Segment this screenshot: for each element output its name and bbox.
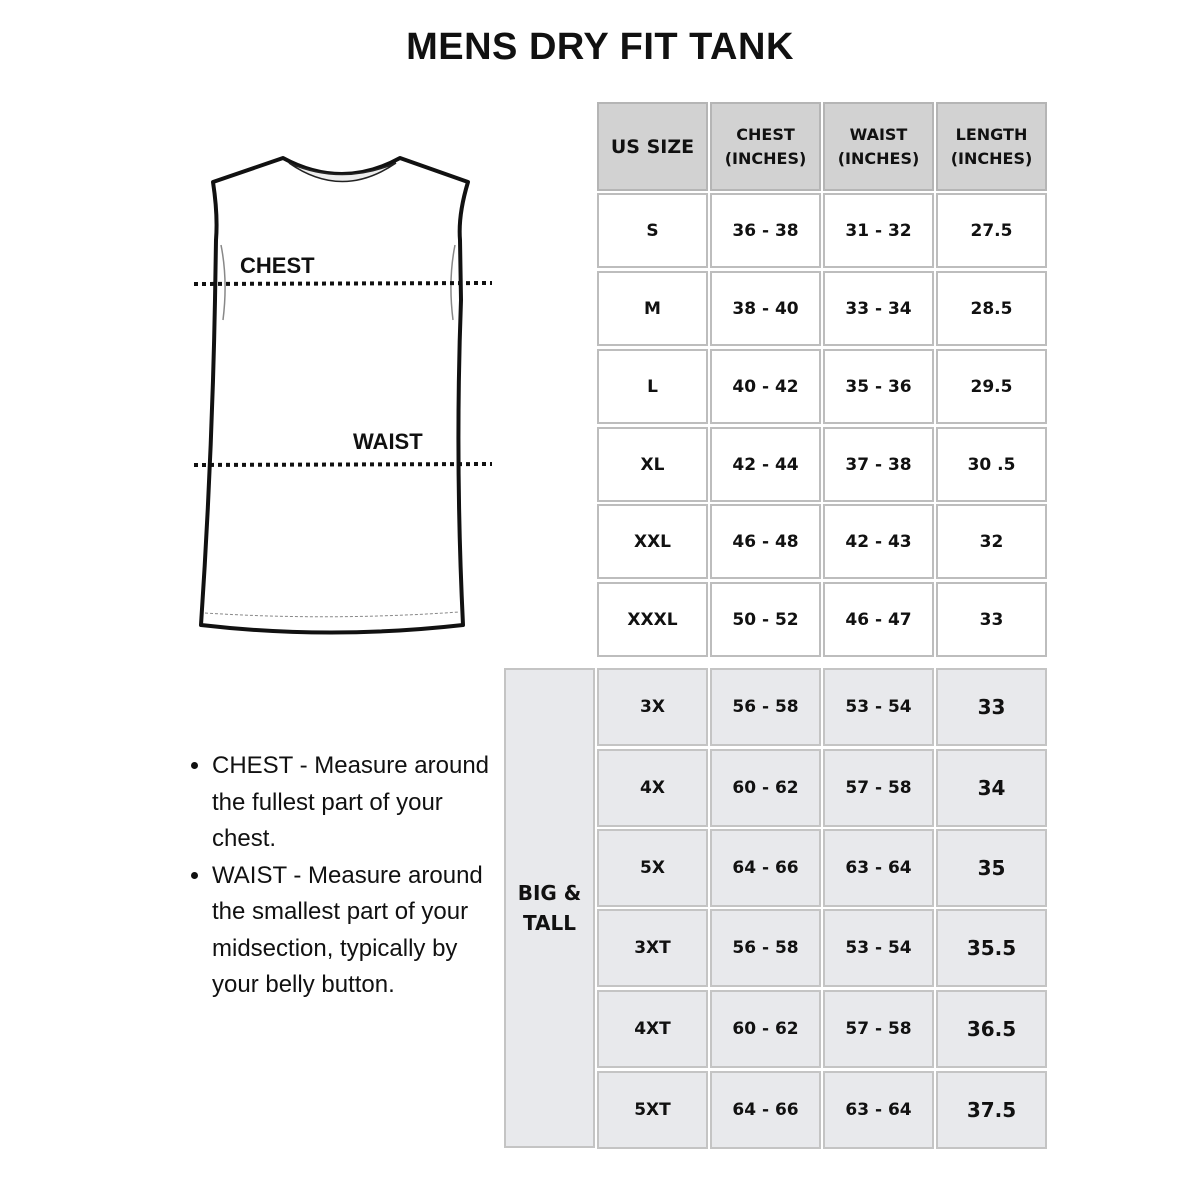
cell-chest: 42 - 44 bbox=[710, 427, 821, 502]
measurement-notes bbox=[186, 748, 502, 1004]
bt-cell-size: 3X bbox=[597, 668, 708, 746]
header-length: LENGTH (INCHES) bbox=[936, 102, 1047, 191]
note-chest: • CHEST - Measure around the fullest part of your chest. bbox=[212, 748, 502, 858]
big-tall-label: BIG & TALL bbox=[504, 668, 595, 1148]
bt-cell-waist: 53 - 54 bbox=[823, 909, 934, 987]
cell-waist: 33 - 34 bbox=[823, 271, 934, 346]
bt-cell-size: 5X bbox=[597, 829, 708, 907]
bt-cell-chest: 60 - 62 bbox=[710, 749, 821, 827]
bt-cell-waist: 53 - 54 bbox=[823, 668, 934, 746]
cell-size: M bbox=[597, 271, 708, 346]
bt-cell-length: 33 bbox=[936, 668, 1047, 746]
cell-chest: 36 - 38 bbox=[710, 193, 821, 268]
header-chest: CHEST (INCHES) bbox=[710, 102, 821, 191]
bt-cell-length: 37.5 bbox=[936, 1071, 1047, 1149]
header-waist: WAIST (INCHES) bbox=[823, 102, 934, 191]
cell-length: 30 .5 bbox=[936, 427, 1047, 502]
cell-size: L bbox=[597, 349, 708, 424]
tank-top-diagram bbox=[0, 0, 520, 660]
bt-cell-size: 3XT bbox=[597, 909, 708, 987]
cell-size: S bbox=[597, 193, 708, 268]
page-title: MENS DRY FIT TANK bbox=[406, 26, 794, 68]
cell-length: 33 bbox=[936, 582, 1047, 657]
cell-size: XXXL bbox=[597, 582, 708, 657]
note-waist: • WAIST - Measure around the smallest part of your midsection, typically by your belly button. bbox=[212, 858, 502, 1004]
bt-cell-chest: 64 - 66 bbox=[710, 829, 821, 907]
bt-cell-length: 35 bbox=[936, 829, 1047, 907]
bt-cell-size: 4X bbox=[597, 749, 708, 827]
cell-length: 29.5 bbox=[936, 349, 1047, 424]
cell-chest: 46 - 48 bbox=[710, 504, 821, 579]
cell-waist: 46 - 47 bbox=[823, 582, 934, 657]
bt-cell-size: 4XT bbox=[597, 990, 708, 1068]
bt-cell-waist: 63 - 64 bbox=[823, 1071, 934, 1149]
cell-waist: 42 - 43 bbox=[823, 504, 934, 579]
cell-chest: 50 - 52 bbox=[710, 582, 821, 657]
cell-length: 27.5 bbox=[936, 193, 1047, 268]
bt-cell-size: 5XT bbox=[597, 1071, 708, 1149]
cell-waist: 37 - 38 bbox=[823, 427, 934, 502]
cell-size: XL bbox=[597, 427, 708, 502]
cell-waist: 35 - 36 bbox=[823, 349, 934, 424]
bt-cell-waist: 63 - 64 bbox=[823, 829, 934, 907]
bt-cell-chest: 60 - 62 bbox=[710, 990, 821, 1068]
cell-chest: 40 - 42 bbox=[710, 349, 821, 424]
bt-cell-length: 36.5 bbox=[936, 990, 1047, 1068]
bt-cell-waist: 57 - 58 bbox=[823, 990, 934, 1068]
cell-length: 28.5 bbox=[936, 271, 1047, 346]
bt-cell-chest: 56 - 58 bbox=[710, 909, 821, 987]
bt-cell-waist: 57 - 58 bbox=[823, 749, 934, 827]
chest-label: CHEST bbox=[240, 253, 315, 278]
bt-cell-chest: 56 - 58 bbox=[710, 668, 821, 746]
cell-size: XXL bbox=[597, 504, 708, 579]
header-size: US SIZE bbox=[597, 102, 708, 191]
bt-cell-length: 34 bbox=[936, 749, 1047, 827]
waist-label: WAIST bbox=[353, 429, 423, 454]
cell-chest: 38 - 40 bbox=[710, 271, 821, 346]
bt-cell-length: 35.5 bbox=[936, 909, 1047, 987]
cell-length: 32 bbox=[936, 504, 1047, 579]
bt-cell-chest: 64 - 66 bbox=[710, 1071, 821, 1149]
cell-waist: 31 - 32 bbox=[823, 193, 934, 268]
